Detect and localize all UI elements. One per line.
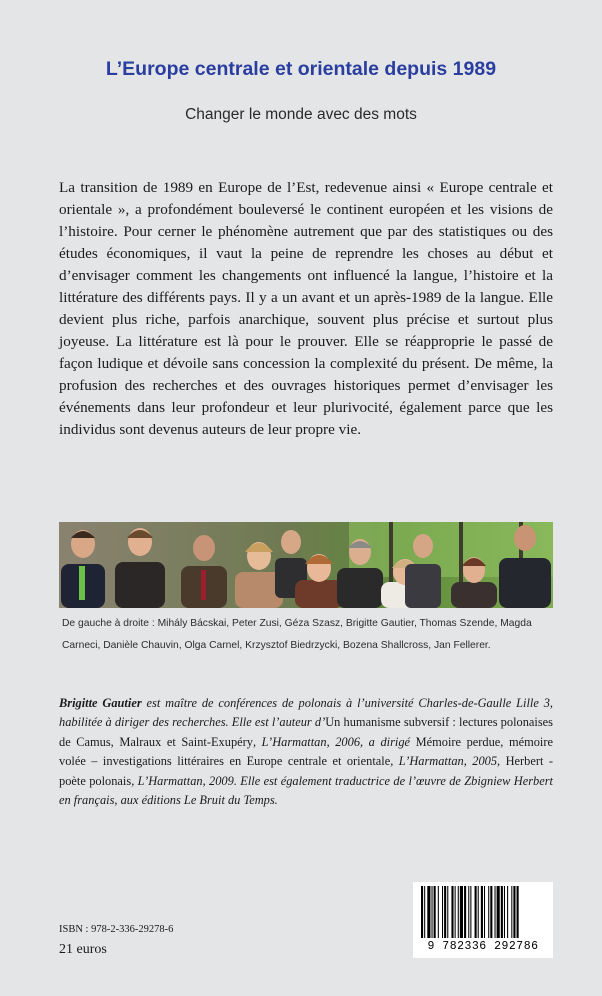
bio-text-4: , L’Harmattan, 2009. Elle est également traductrice de l’œuvre de Zbigniew Herbert en français, aux éditions Le Bruit du Temps. [59, 773, 553, 808]
bio-text-2: , L’Harmattan, 2006, a dirigé [252, 734, 416, 749]
author-bio [59, 694, 553, 810]
book-subtitle: Changer le monde avec des mots [185, 106, 417, 123]
bio-book-3: Herbert - poète polonais [59, 754, 554, 788]
book-title: L’Europe centrale et orientale depuis 1989 [105, 58, 497, 80]
author-name: Brigitte Gautier [59, 696, 142, 710]
bio-text-3: , L’Harmattan, 2005, [390, 754, 506, 769]
summary-paragraph: La transition de 1989 en Europe de l’Est, redevenue ainsi « Europe centrale et orientale », a profondément bouleversé le continent européen et les visions de l’histoire. Pour cerner le phénomène autrement que par des statistiques ou des études économiques, il vaut la peine de reprendre les choses au début et d’envisager comment les changements ont influencé la langue, l’histoire et la littérature des différents pays. Il y a un avant et un après-1989 de la langue. Elle devient plus riche, parfois anarchique, souvent plus précise et surtout plus joyeuse. La littérature est là pour le prouver. Elle se réapproprie le passé de façon ludique et dévoile sans concession la complexité du présent. De même, la profusion des recherches et des ouvrages historiques permet d’envisager les événements dans leur profondeur et leur plurivocité, également parce que les individus sont devenus auteurs de leur propre vie. [59, 179, 553, 438]
price-text: 21 euros [59, 942, 107, 957]
bio-book-2: Mémoire perdue, mémoire volée – investigations littéraires en Europe centrale et orientale [59, 734, 554, 769]
isbn-text: ISBN : 978-2-336-29278-6 [59, 924, 174, 935]
photo-caption: De gauche à droite : Mihály Bácskai, Peter Zusi, Géza Szasz, Brigitte Gautier, Thomas Szende, Magda Carneci, Danièle Chauvin, Olga Carnel, Krzysztof Biedrzycki, Bozena Shallcross, Jan Fellerer. [62, 618, 532, 651]
bio-book-1: Un humanisme subversif : lectures polonaises de Camus, Malraux et Saint-Exupéry [59, 715, 553, 749]
bio-text-1: est maître de conférences de polonais à l’université Charles-de-Gaulle Lille 3, habilitée à diriger des recherches. Elle est l’auteur d’ [59, 696, 554, 730]
barcode-digits: 9 782336 292786 [427, 940, 539, 953]
group-photo [59, 522, 553, 608]
barcode-bars [413, 882, 553, 940]
group-photo-image [59, 522, 553, 608]
